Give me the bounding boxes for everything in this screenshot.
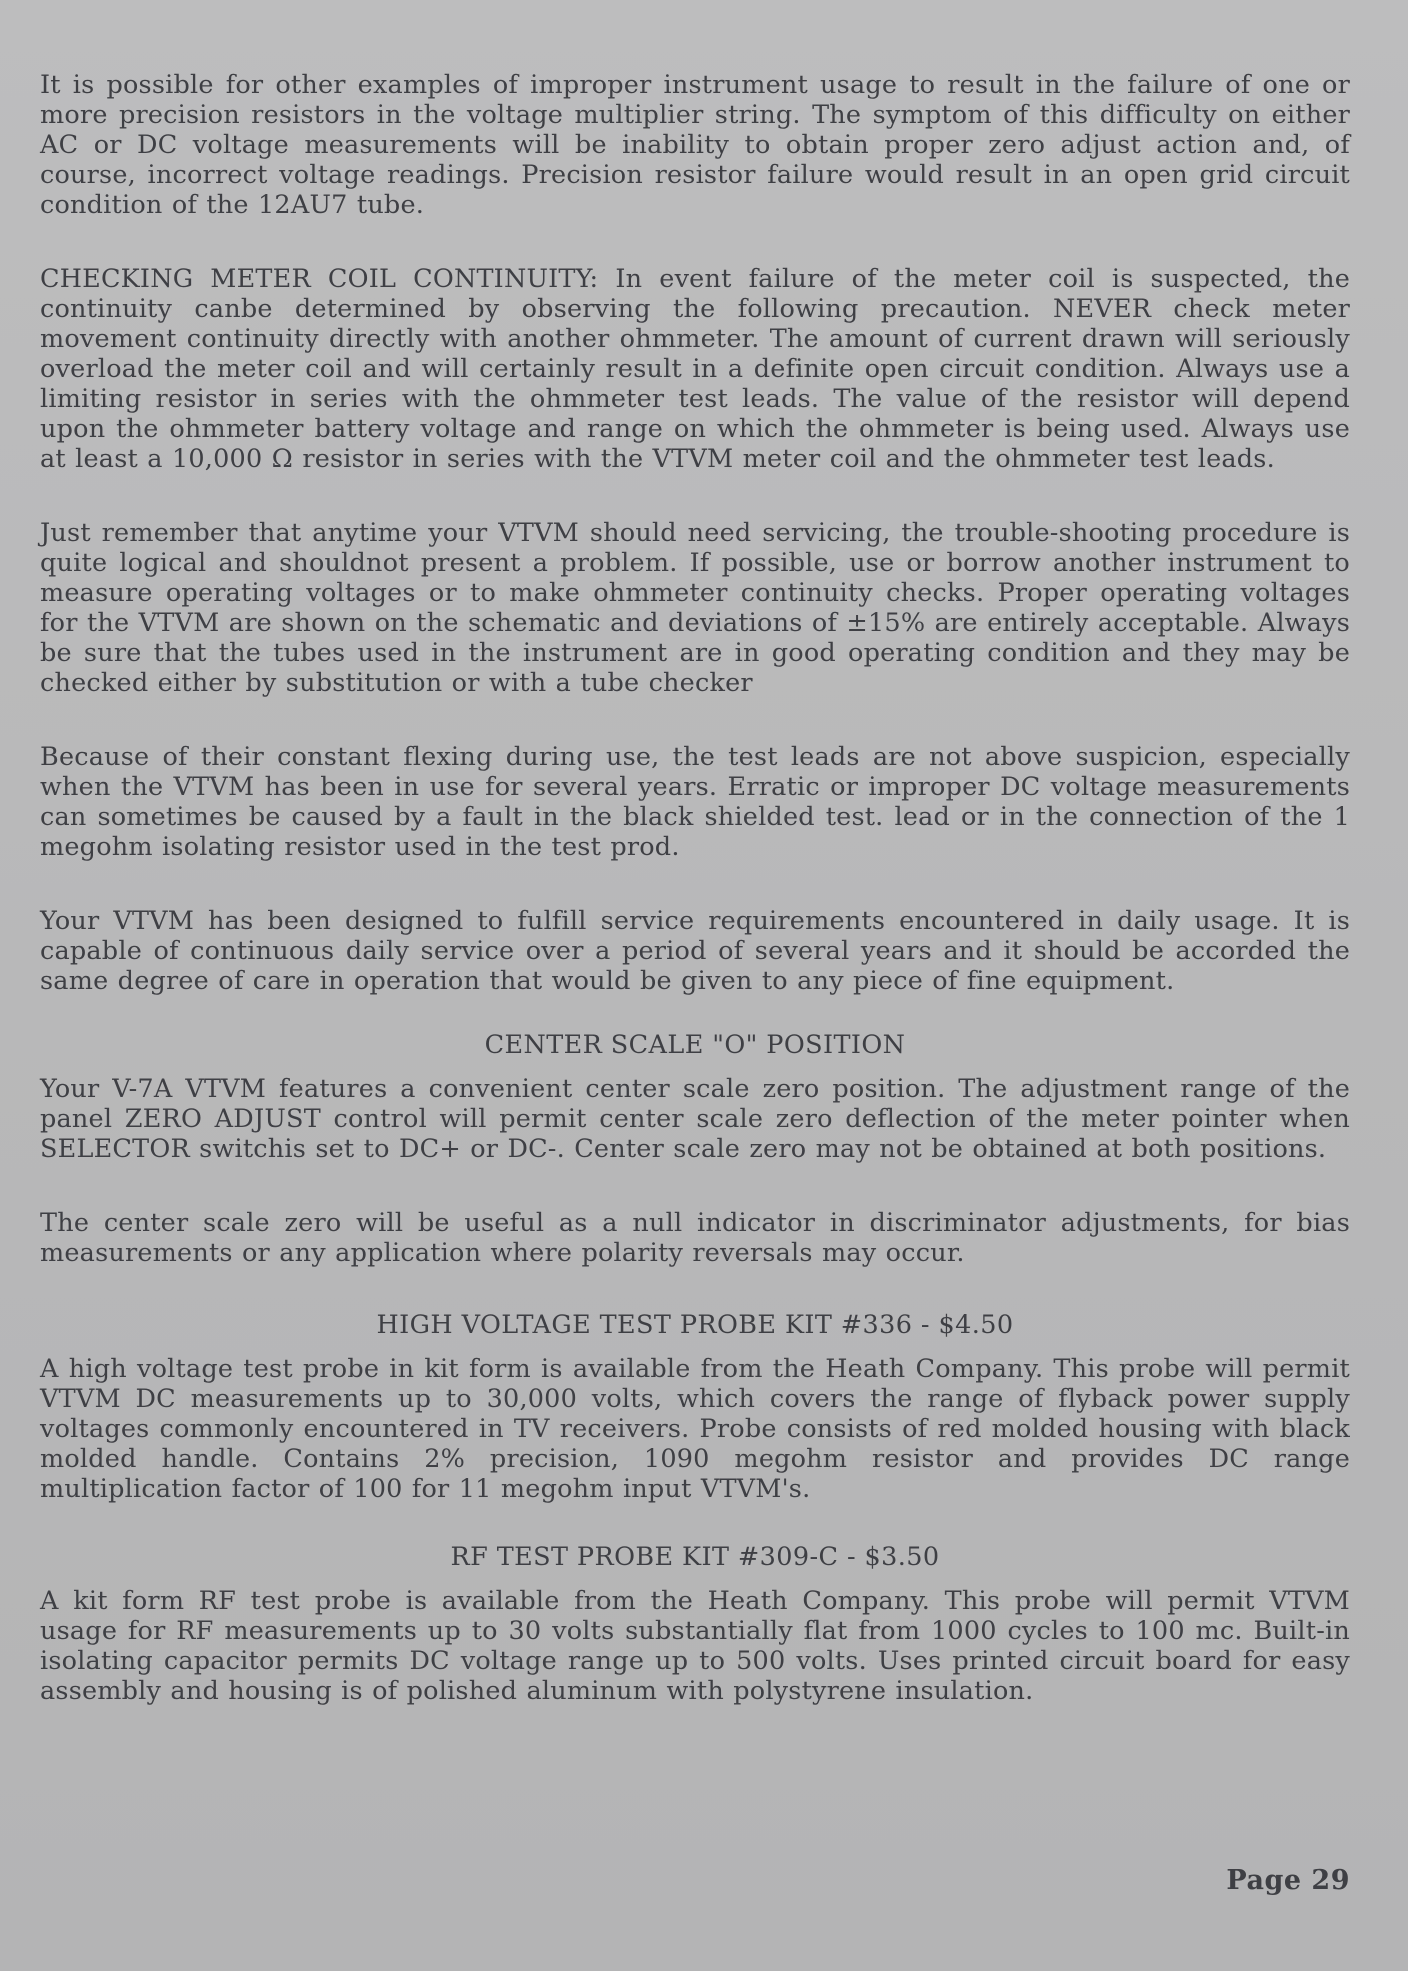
page-number: Page 29 <box>1226 1865 1350 1896</box>
heading-center-scale: CENTER SCALE "O" POSITION <box>484 1030 906 1060</box>
page-content <box>40 70 1350 1706</box>
paragraph-rf-probe: A kit form RF test probe is available from the Heath Company. This probe will permit VTVM usage for RF measurements up to 30 volts substantially flat from 1000 cycles to 100 mc. Built-in isolating capacitor permits DC voltage range up to 500 volts. Uses printed circuit board for easy assembly and housing is of polished aluminum with polystyrene insulation. <box>40 1586 1350 1706</box>
paragraph-multiplier-resistors: It is possible for other examples of improper instrument usage to result in the failure of one or more precision resistors in the voltage multiplier string. The symptom of this difficulty on either AC or DC voltage measurements will be inability to obtain proper zero adjust action and, of course, incorrect voltage readings. Precision resistor failure would result in an open grid circuit condition of the 12AU7 tube. <box>40 70 1350 220</box>
paragraph-test-leads: Because of their constant flexing during use, the test leads are not above suspicion, especially when the VTVM has been in use for several years. Erratic or improper DC voltage measurements can sometimes be caused by a fault in the black shielded test. lead or in the connection of the 1 megohm isolating resistor used in the test prod. <box>40 742 1350 862</box>
paragraph-troubleshooting: Just remember that anytime your VTVM should need servicing, the trouble-shooting procedure is quite logical and shouldnot present a problem. If possible, use or borrow another instrument to measure operating voltages or to make ohmmeter continuity checks. Proper operating voltages for the VTVM are shown on the schematic and deviations of ±15% are entirely acceptable. Always be sure that the tubes used in the instrument are in good operating condition and they may be checked either by substitution or with a tube checker <box>40 518 1350 698</box>
paragraph-vtvm-service: Your VTVM has been designed to fulfill service requirements encountered in daily usage. It is capable of continuous daily service over a period of several years and it should be accorded the same degree of care in operation that would be given to any piece of fine equipment. <box>40 906 1350 996</box>
paragraph-null-indicator: The center scale zero will be useful as a null indicator in discriminator adjustments, for bias measurements or any application where polarity reversals may occur. <box>40 1208 1350 1268</box>
heading-hv-probe-kit: HIGH VOLTAGE TEST PROBE KIT #336 - $4.50 <box>376 1310 1014 1340</box>
paragraph-meter-coil-continuity: CHECKING METER COIL CONTINUITY: In event failure of the meter coil is suspected, the continuity canbe determined by observing the following precaution. NEVER check meter movement continuity directly with another ohmmeter. The amount of current drawn will seriously overload the meter coil and will certainly result in a definite open circuit condition. Always use a limiting resistor in series with the ohmmeter test leads. The value of the resistor will depend upon the ohmmeter battery voltage and range on which the ohmmeter is being used. Always use at least a 10,000 Ω resistor in series with the VTVM meter coil and the ohmmeter test leads. <box>40 264 1350 474</box>
paragraph-center-scale-zero: Your V-7A VTVM features a convenient center scale zero position. The adjustment range of the panel ZERO ADJUST control will permit center scale zero deflection of the meter pointer when SELECTOR switchis set to DC+ or DC-. Center scale zero may not be obtained at both positions. <box>40 1074 1350 1164</box>
paragraph-hv-probe: A high voltage test probe in kit form is available from the Heath Company. This probe will permit VTVM DC measurements up to 30,000 volts, which covers the range of flyback power supply voltages commonly encountered in TV receivers. Probe consists of red molded housing with black molded handle. Contains 2% precision, 1090 megohm resistor and provides DC range multiplication factor of 100 for 11 megohm input VTVM's. <box>40 1354 1350 1504</box>
heading-rf-probe-kit: RF TEST PROBE KIT #309-C - $3.50 <box>450 1542 940 1572</box>
